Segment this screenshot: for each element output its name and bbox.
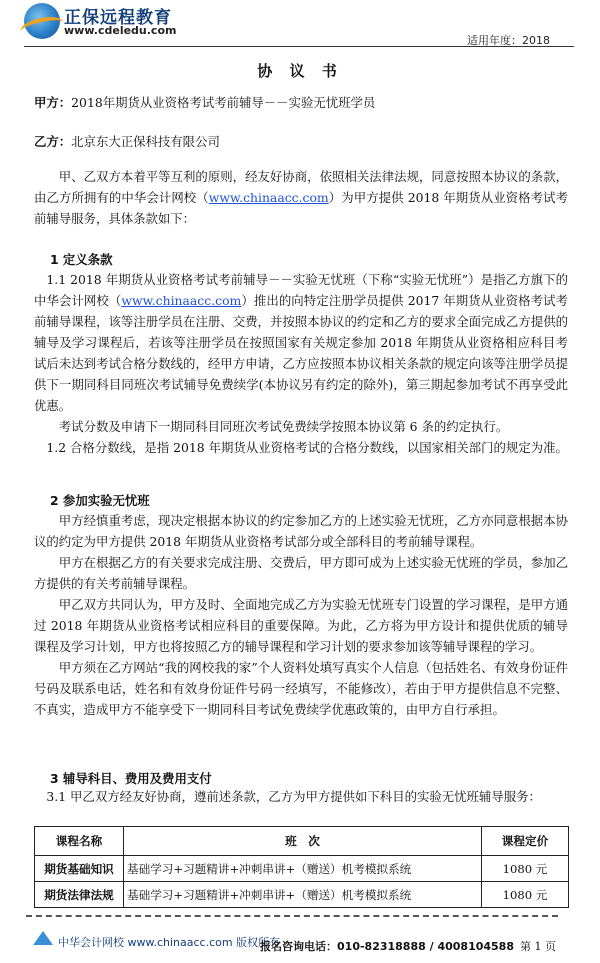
fee-table-header: [35, 827, 569, 856]
footer-divider: [26, 915, 558, 917]
clause-1-1: 1.1 2018 年期货从业资格考试考前辅导－－实验无忧班（下称“实验无忧班”）是指乙方旗下的中华会计网校（www.chinaacc.com）推出的向特定注册学员提供 2017 年期货从业资格考试考前辅导课程，该等注册学员在注册、交费，并按照本协议的约定和乙方的要求全面完成乙方提供的辅导及学习课程后，若该等注册学员在按照国家有关规定参加 2018 年期货从业资格相应科目考试后未达到考试合格分数线的，经甲方申请，乙方应按照本协议相关条款的规定向该等注册学员提供下一期同科目同班次考试辅导免费续学(本协议另有约定的除外)，第三期起参加考试不再享受此优惠。: [34, 272, 568, 413]
table-row: [35, 856, 569, 882]
table-row: [35, 882, 569, 908]
section-2-p3: 甲乙双方共同认为，甲方及时、全面地完成乙方为实验无忧班专门设置的学习课程，是甲方通过 2018 年期货从业资格考试相应科目的重要保障。为此，乙方将为甲方设计和提供优质的辅导课程及学习计划，甲方也将按照乙方的辅导课程和学习计划的要求参加该等辅导课程的学习。: [34, 597, 568, 654]
section-2-p2: 甲方在根据乙方的有关要求完成注册、交费后，甲方即可成为上述实验无忧班的学员，参加乙方提供的有关考前辅导课程。: [34, 555, 568, 591]
intro-paragraph: 甲、乙双方本着平等互利的原则，经友好协商，依照相关法律法规，同意按照本协议的条款，由乙方所拥有的中华会计网校（www.chinaacc.com）为甲方提供 2018 年期货从业资格考试考前辅导服务，具体条款如下：: [34, 169, 569, 226]
section-3-body: [34, 786, 568, 807]
footer-phone: 报名咨询电话：010-82318888 / 4008104588: [260, 940, 514, 953]
section-3-heading: 3 辅导科目、费用及费用支付: [50, 771, 212, 786]
course-price: 1080 元: [482, 856, 569, 882]
clause-1-1-note: 考试分数及申请下一期同科目同班次考试免费续学按照本协议第 6 条的约定执行。: [58, 419, 509, 434]
page-header: [0, 0, 600, 48]
section-2-p1: 甲方经慎重考虑，现决定根据本协议的约定参加乙方的上述实验无忧班，乙方亦同意根据本协议的约定为甲方提供 2018 年期货从业资格考试部分或全部科目的考前辅导课程。: [34, 513, 568, 549]
party-b-line: [34, 132, 220, 150]
section-2-body: [34, 510, 568, 720]
chinaacc-link[interactable]: www.chinaacc.com: [208, 190, 329, 205]
page-number: 第 1 页: [520, 940, 556, 953]
party-b-value: 北京东大正保科技有限公司: [71, 134, 220, 149]
header-course-name: 课程名称: [35, 827, 124, 856]
course-class: 基础学习+习题精讲+冲刺串讲+（赠送）机考模拟系统: [124, 882, 482, 908]
course-name: 期货法律法规: [35, 882, 124, 908]
party-a-value: 2018年期货从业资格考试考前辅导－－实验无忧班学员: [71, 95, 376, 110]
chinaacc-logo-icon: [33, 931, 53, 945]
header-class: 班 次: [124, 827, 482, 856]
party-a-line: [34, 93, 375, 111]
header-divider: [24, 46, 574, 47]
applicable-year: 适用年度：2018: [467, 34, 550, 47]
footer-copyright: 中华会计网校 www.chinaacc.com 版权所有: [58, 936, 281, 949]
section-1-heading: 1 定义条款: [50, 252, 113, 267]
brand-url[interactable]: www.cdeledu.com: [64, 24, 177, 37]
section-2-heading: 2 参加实验无忧班: [50, 493, 150, 508]
header-price: 课程定价: [482, 827, 569, 856]
party-b-label: 乙方：: [34, 134, 72, 149]
clause-1-2: 1.2 合格分数线，是指 2018 年期货从业资格考试的合格分数线，以国家相关部门的规定为准。: [46, 440, 568, 455]
brand-name: 正保远程教育: [64, 8, 172, 28]
fee-table: [34, 826, 569, 908]
footer-contact: [260, 938, 556, 954]
document-title: 协 议 书: [257, 62, 343, 80]
chinaacc-link-2[interactable]: www.chinaacc.com: [121, 293, 242, 308]
party-a-label: 甲方：: [34, 95, 72, 110]
section-1-body: [34, 269, 568, 458]
course-class: 基础学习+习题精讲+冲刺串讲+（赠送）机考模拟系统: [124, 856, 482, 882]
course-price: 1080 元: [482, 882, 569, 908]
clause-3-1: 3.1 甲乙双方经友好协商，遵前述条款，乙方为甲方提供如下科目的实验无忧班辅导服务：: [46, 789, 541, 804]
section-2-p4: 甲方须在乙方网站“我的网校我的家”个人资料处填写真实个人信息（包括姓名、有效身份证件号码及联系电话，姓名和有效身份证件号码一经填写，不能修改），若由于甲方提供信息不完整、不真实，造成甲方不能享受下一期同科目考试免费续学优惠政策的，由甲方自行承担。: [34, 660, 568, 717]
course-name: 期货基础知识: [35, 856, 124, 882]
